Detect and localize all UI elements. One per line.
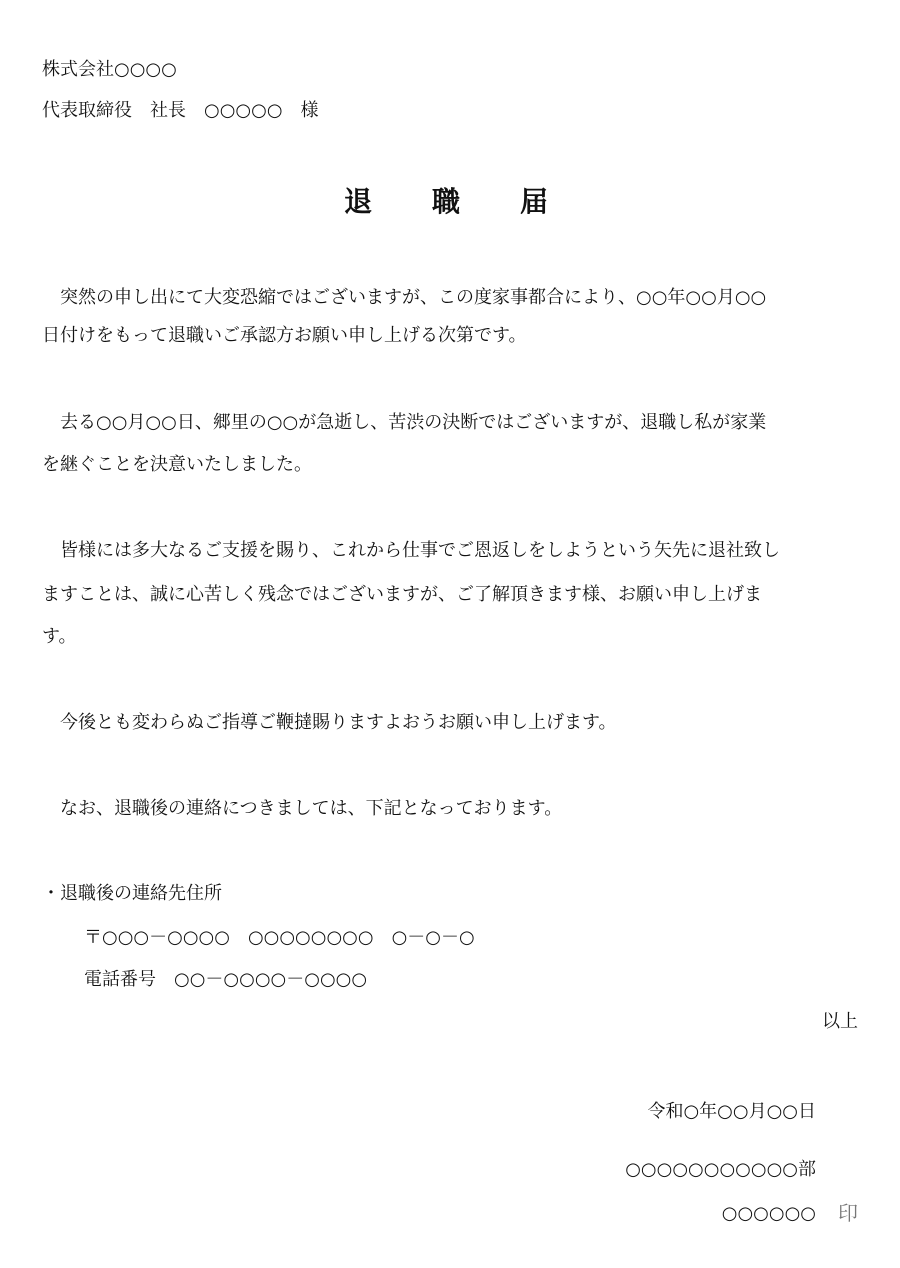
- paragraph-2-line-1: 去る○○月○○日、郷里の○○が急逝し、苦渋の決断ではございますが、退職し私が家業: [42, 412, 767, 433]
- letter-date: 令和○年○○月○○日: [647, 1101, 816, 1122]
- paragraph-4: 今後とも変わらぬご指導ご鞭撻賜りますよおうお願い申し上げます。: [42, 712, 617, 733]
- signer-name: ○○○○○○: [721, 1203, 816, 1224]
- closing-remark: 以上: [822, 1011, 858, 1032]
- recipient-company: 株式会社○○○○: [42, 59, 177, 80]
- paragraph-1-line-2: 日付けをもって退職いご承認方お願い申し上げる次第です。: [42, 325, 527, 346]
- document-title: 退職届: [344, 185, 609, 218]
- paragraph-3-line-2: ますことは、誠に心苦しく残念ではございますが、ご了解頂きます様、お願い申し上げま: [42, 584, 762, 605]
- contact-phone: 電話番号 ○○－○○○○－○○○○: [84, 969, 368, 990]
- recipient-name: 代表取締役 社長 ○○○○○ 様: [42, 100, 319, 121]
- paragraph-1-line-1: 突然の申し出にて大変恐縮ではございますが、この度家事都合により、○○年○○月○○: [42, 287, 767, 308]
- paragraph-5: なお、退職後の連絡につきましては、下記となっております。: [42, 798, 563, 819]
- paragraph-3-line-1: 皆様には多大なるご支援を賜り、これから仕事でご恩返しをしようという矢先に退社致し: [42, 540, 780, 561]
- paragraph-3-line-3: す。: [42, 626, 77, 647]
- seal-mark: 印: [838, 1201, 858, 1225]
- contact-address: 〒○○○－○○○○ ○○○○○○○○ ○－○－○: [84, 927, 475, 948]
- signer-department: ○○○○○○○○○○○部: [625, 1159, 816, 1180]
- contact-heading: ・退職後の連絡先住所: [42, 883, 222, 904]
- paragraph-2-line-2: を継ぐことを決意いたしました。: [42, 454, 312, 475]
